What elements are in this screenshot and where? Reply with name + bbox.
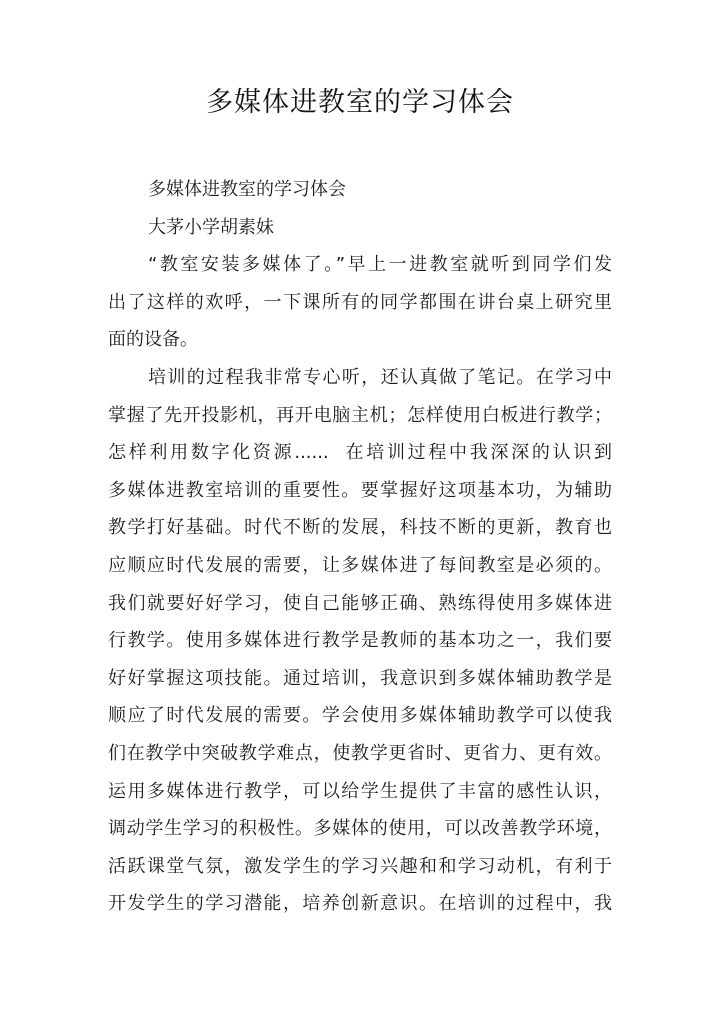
paragraph-line: 活跃课堂气氛，激发学生的学习兴趣和和学习动机，有利于 <box>108 855 612 877</box>
paragraph-line: 们在教学中突破教学难点，使教学更省时、更省力、更有效。 <box>108 742 612 764</box>
paragraph-line: 开发学生的学习潜能，培养创新意识。在培训的过程中，我 <box>108 893 612 915</box>
paragraph-line: 调动学生学习的积极性。多媒体的使用，可以改善教学环境， <box>108 818 612 840</box>
paragraph-line: 面的设备。 <box>108 329 198 351</box>
paragraph-line: 掌握了先开投影机，再开电脑主机；怎样使用白板进行教学； <box>108 404 612 426</box>
paragraph-line: 好好掌握这项技能。通过培训，我意识到多媒体辅助教学是 <box>108 667 612 689</box>
paragraph-line: “教室安装多媒体了。”早上一进教室就听到同学们发 <box>148 254 612 276</box>
paragraph-line: 行教学。使用多媒体进行教学是教师的基本功之一，我们要 <box>108 630 612 652</box>
document-title: 多媒体进教室的学习体会 <box>206 87 514 118</box>
paragraph-line: 顺应了时代发展的需要。学会使用多媒体辅助教学可以使我 <box>108 705 612 727</box>
paragraph-line: 培训的过程我非常专心听，还认真做了笔记。在学习中 <box>148 366 612 388</box>
author-line: 大茅小学胡素妹 <box>148 216 274 238</box>
paragraph-line: 我们就要好好学习，使自己能够正确、熟练得使用多媒体进 <box>108 592 612 614</box>
paragraph-line: 怎样利用数字化资源...... 在培训过程中我深深的认识到 <box>108 442 612 464</box>
paragraph-line: 教学打好基础。时代不断的发展，科技不断的更新，教育也 <box>108 517 612 539</box>
subtitle-line: 多媒体进教室的学习体会 <box>148 179 346 200</box>
paragraph-line: 运用多媒体进行教学，可以给学生提供了丰富的感性认识， <box>108 780 612 802</box>
document-body <box>108 171 612 923</box>
paragraph-line: 出了这样的欢呼，一下课所有的同学都围在讲台桌上研究里 <box>108 291 612 313</box>
paragraph-line: 多媒体进教室培训的重要性。要掌握好这项基本功，为辅助 <box>108 479 612 501</box>
paragraph-line: 应顺应时代发展的需要，让多媒体进了每间教室是必须的。 <box>108 554 612 576</box>
